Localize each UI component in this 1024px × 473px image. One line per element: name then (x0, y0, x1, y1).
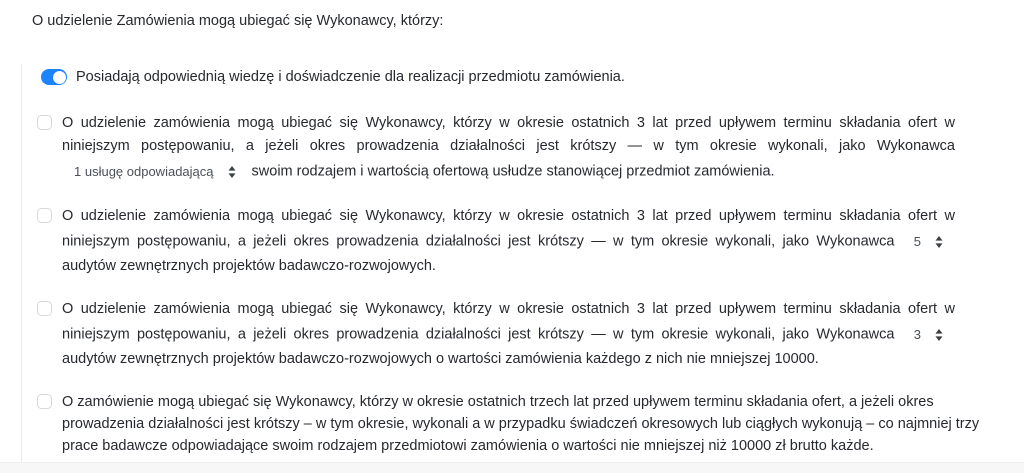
updown-arrows-icon (935, 236, 943, 248)
criterion-1-checkbox[interactable] (37, 115, 52, 130)
conditions-heading: O udzielenie Zamówienia mogą ubiegać się Wykonawcy, którzy: (32, 13, 444, 29)
criterion-row-1 (37, 112, 955, 185)
criterion-2-text-after: audytów zewnętrznych projektów badawczo-rozwojowych. (62, 258, 436, 274)
page-bottom-edge (0, 462, 1024, 473)
criterion-1-text (62, 112, 955, 185)
criterion-2-text-before: O udzielenie zamówienia mogą ubiegać się Wykonawcy, którzy w okresie ostatnich 3 lat przed upływem terminu składania ofert w niniejszym postępowaniu, a jeżeli okres prowadzenia działalności jest krótszy — w tym okresie wykonali, jako Wykonawca (62, 208, 955, 250)
criterion-4-checkbox[interactable] (37, 394, 52, 409)
criterion-1-text-before: O udzielenie zamówienia mogą ubiegać się Wykonawcy, którzy w okresie ostatnich 3 lat przed upływem terminu składania ofert w niniejszym postępowaniu, a jeżeli okres prowadzenia działalności jest krótszy — w tym okresie wykonali, jako Wykonawca (62, 115, 955, 154)
criterion-4-text: O zamówienie mogą ubiegać się Wykonawcy, którzy w okresie ostatnich trzech lat przed upływem terminu składania ofert, a jeżeli okres prowadzenia działalności jest krótszy – w tym okresie, wykonali a w przypadku świadczeń okresowych lub ciągłych wykonują – co najmniej trzy prace badawcze odpowiadające swoim rodzajem przedmiotowi zamówienia o wartości nie mniejszej niż 10000 zł brutto każde. (62, 394, 980, 454)
toggle-knob (53, 71, 66, 84)
criterion-row-3 (37, 298, 955, 371)
criterion-3-text-after: audytów zewnętrznych projektów badawczo-rozwojowych o wartości zamówienia każdego z nich nie mniejszej 10000. (62, 351, 819, 367)
criterion-3-checkbox[interactable] (37, 301, 52, 316)
criterion-row-2 (37, 205, 955, 278)
criterion-2-select-value: 5 (913, 234, 921, 249)
section-left-border (21, 64, 22, 463)
criterion-2-checkbox[interactable] (37, 208, 52, 223)
criterion-3-text-before: O udzielenie zamówienia mogą ubiegać się Wykonawcy, którzy w okresie ostatnich 3 lat przed upływem terminu składania ofert w niniejszym postępowaniu, a jeżeli okres prowadzenia działalności jest krótszy — w tym okresie wykonali, jako Wykonawca (62, 301, 955, 343)
criterion-row-4 (37, 391, 1007, 457)
criterion-2-count-select[interactable] (908, 228, 949, 255)
criterion-3-select-value: 3 (913, 327, 921, 342)
criterion-1-count-select[interactable] (68, 158, 242, 185)
updown-arrows-icon (935, 329, 943, 341)
criterion-3-text (62, 298, 955, 371)
criterion-2-text (62, 205, 955, 278)
experience-toggle[interactable] (41, 69, 67, 85)
updown-arrows-icon (228, 166, 236, 178)
criterion-1-text-after: swoim rodzajem i wartością ofertową usłudze stanowiącej przedmiot zamówienia. (251, 163, 775, 180)
criterion-3-count-select[interactable] (908, 321, 949, 348)
experience-toggle-label: Posiadają odpowiednią wiedzę i doświadczenie dla realizacji przedmiotu zamówienia. (76, 69, 625, 85)
experience-toggle-row (41, 69, 625, 85)
criterion-1-select-value: 1 usługę odpowiadającą (74, 164, 214, 179)
